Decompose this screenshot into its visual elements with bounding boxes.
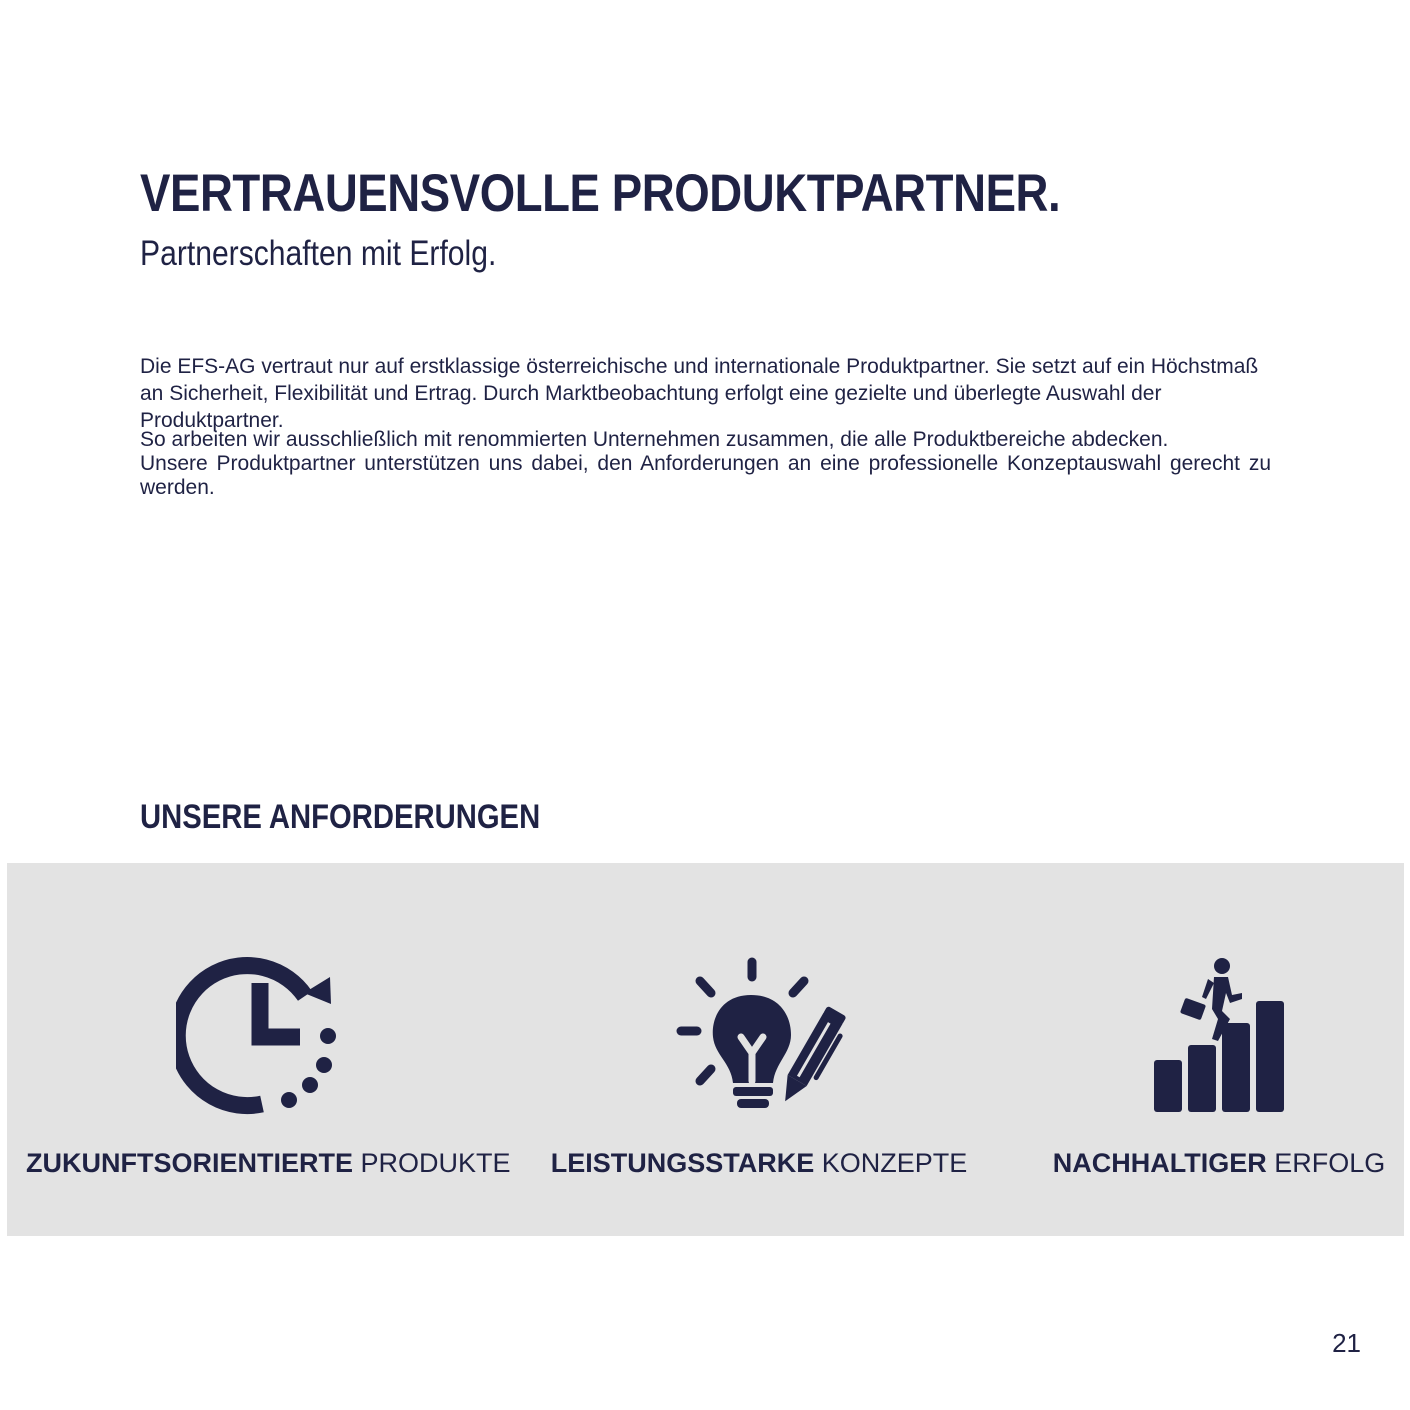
- page-subtitle: Partnerschaften mit Erfolg.: [140, 234, 497, 273]
- page-number: 21: [1332, 1328, 1361, 1358]
- intro-paragraph-2: [140, 428, 1271, 500]
- section-heading: UNSERE ANFORDERUNGEN: [140, 798, 541, 836]
- paragraph-line: Unsere Produktpartner unterstützen uns dabei, den Anforderungen an eine professionelle Konzeptauswahl gerecht zu werden.: [140, 452, 1271, 499]
- page-title: VERTRAUENSVOLLE PRODUKTPARTNER.: [140, 164, 1061, 223]
- paragraph-line: So arbeiten wir ausschließlich mit renommierten Unternehmen zusammen, die alle Produktbereiche abdecken.: [140, 428, 1169, 451]
- clock-refresh-icon: [176, 955, 338, 1117]
- intro-paragraph: Die EFS-AG vertraut nur auf erstklassige österreichische und internationale Produktpartner. Sie setzt auf ein Höchstmaß an Sicherheit, Flexibilität und Ertrag. Durch Marktbeobachtung erfolgt eine gezielte und überlegte Auswahl der Produktpartner.: [140, 355, 1259, 432]
- requirement-caption-2: LEISTUNGSSTARKE KONZEPTE: [550, 1148, 968, 1178]
- lightbulb-pen-icon: [675, 955, 847, 1117]
- growth-stairs-icon: [1150, 955, 1290, 1117]
- requirement-caption-1: ZUKUNFTSORIENTIERTE PRODUKTE: [26, 1148, 511, 1178]
- requirement-caption-3: NACHHALTIGER ERFOLG: [1052, 1148, 1386, 1178]
